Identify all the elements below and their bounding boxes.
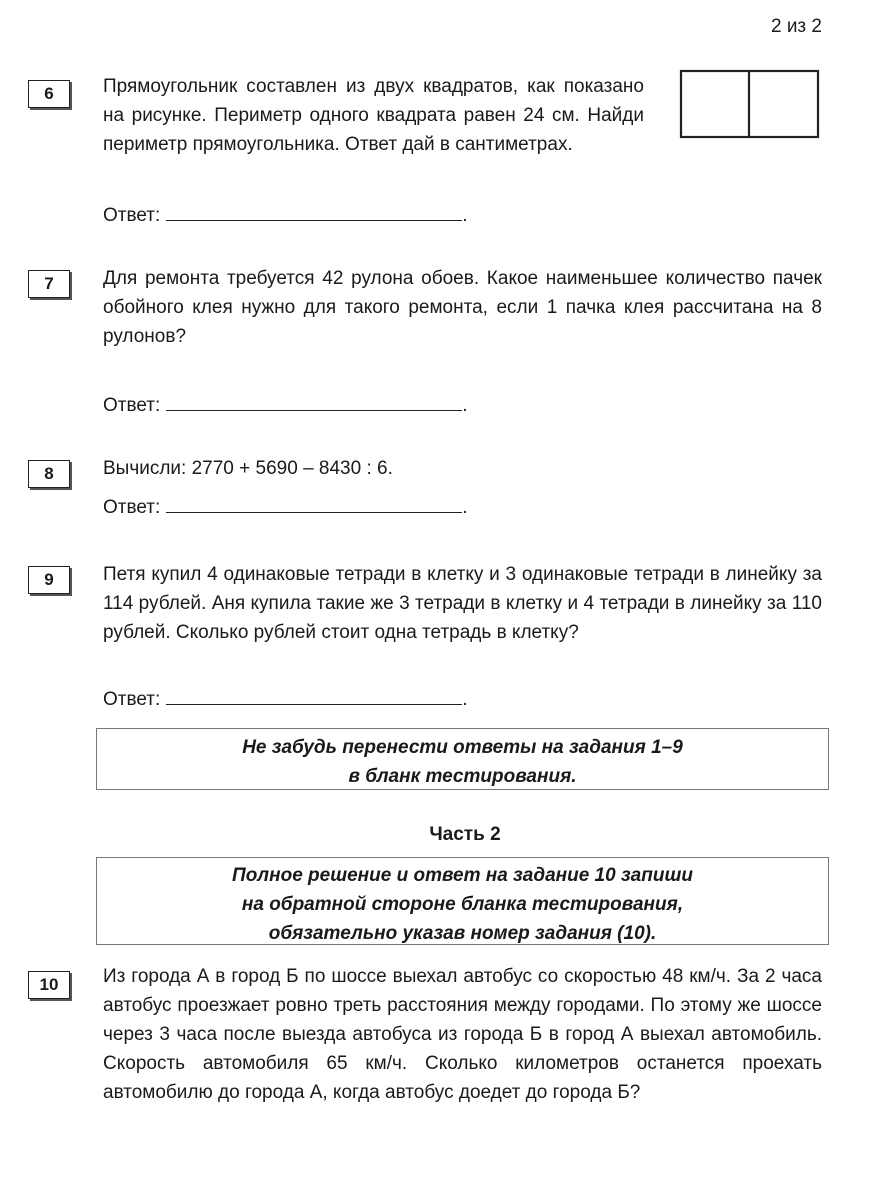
answer-end: . bbox=[462, 497, 468, 518]
answer-line[interactable] bbox=[166, 686, 462, 705]
answer-row bbox=[103, 494, 468, 519]
answer-line[interactable] bbox=[166, 494, 462, 513]
answer-end: . bbox=[462, 689, 468, 710]
rectangle-figure bbox=[679, 69, 821, 141]
task-text: Вычисли: 2770 + 5690 – 8430 : 6. bbox=[103, 458, 393, 479]
answer-label: Ответ: bbox=[103, 497, 161, 518]
answer-label: Ответ: bbox=[103, 395, 161, 416]
page-number: 2 из 2 bbox=[770, 16, 822, 37]
part-2-line-1: Полное решение и ответ на задание 10 запиши bbox=[232, 865, 693, 886]
answer-end: . bbox=[462, 205, 468, 226]
answer-line[interactable] bbox=[166, 392, 462, 411]
part-2-line-3: обязательно указав номер задания (10). bbox=[268, 923, 657, 944]
answer-label: Ответ: bbox=[103, 205, 161, 226]
task-number: 6 bbox=[28, 80, 70, 108]
part-2-line-2: на обратной стороне бланка тестирования, bbox=[241, 894, 684, 915]
answer-row bbox=[103, 392, 468, 417]
task-number: 10 bbox=[28, 971, 70, 999]
task-text: Для ремонта требуется 42 рулона обоев. Какое наименьшее количество пачек обойного клея нужно для такого ремонта, если 1 пачка клея рассчитана на 8 рулонов? bbox=[103, 268, 822, 347]
answer-line[interactable] bbox=[166, 202, 462, 221]
part-2-title: Часть 2 bbox=[429, 824, 501, 845]
task-text: Петя купил 4 одинаковые тетради в клетку и 3 одинаковые тетради в линейку за 114 рублей. Аня купила такие же 3 тетради в клетку и 4 тетради в линейку за 110 рублей. Сколько рублей стоит одна тетрадь в клетку? bbox=[103, 564, 822, 643]
task-text: Прямоугольник составлен из двух квадратов, как показано на рисунке. Периметр одного квадрата равен 24 см. Найди периметр прямоугольника. Ответ дай в сантиметрах. bbox=[103, 76, 644, 155]
task-text: Из города А в город Б по шоссе выехал автобус со скоростью 48 км/ч. За 2 часа автобус проезжает ровно треть расстояния между городами. По этому же шоссе через 3 часа после выезда автобуса из города Б в город А выехал автомобиль. Скорость автомобиля 65 км/ч. Сколько километров останется проехать автомобилю до города А, когда автобус доедет до города Б? bbox=[103, 966, 822, 1103]
answer-row bbox=[103, 202, 468, 227]
task-number: 8 bbox=[28, 460, 70, 488]
answer-row bbox=[103, 686, 468, 711]
reminder-line-2: в бланк тестирования. bbox=[348, 766, 577, 787]
task-number: 7 bbox=[28, 270, 70, 298]
answer-end: . bbox=[462, 395, 468, 416]
answer-label: Ответ: bbox=[103, 689, 161, 710]
reminder-line-1: Не забудь перенести ответы на задания 1–9 bbox=[242, 737, 683, 758]
part-2-instructions bbox=[96, 857, 829, 945]
task-number: 9 bbox=[28, 566, 70, 594]
reminder-box bbox=[96, 728, 829, 790]
